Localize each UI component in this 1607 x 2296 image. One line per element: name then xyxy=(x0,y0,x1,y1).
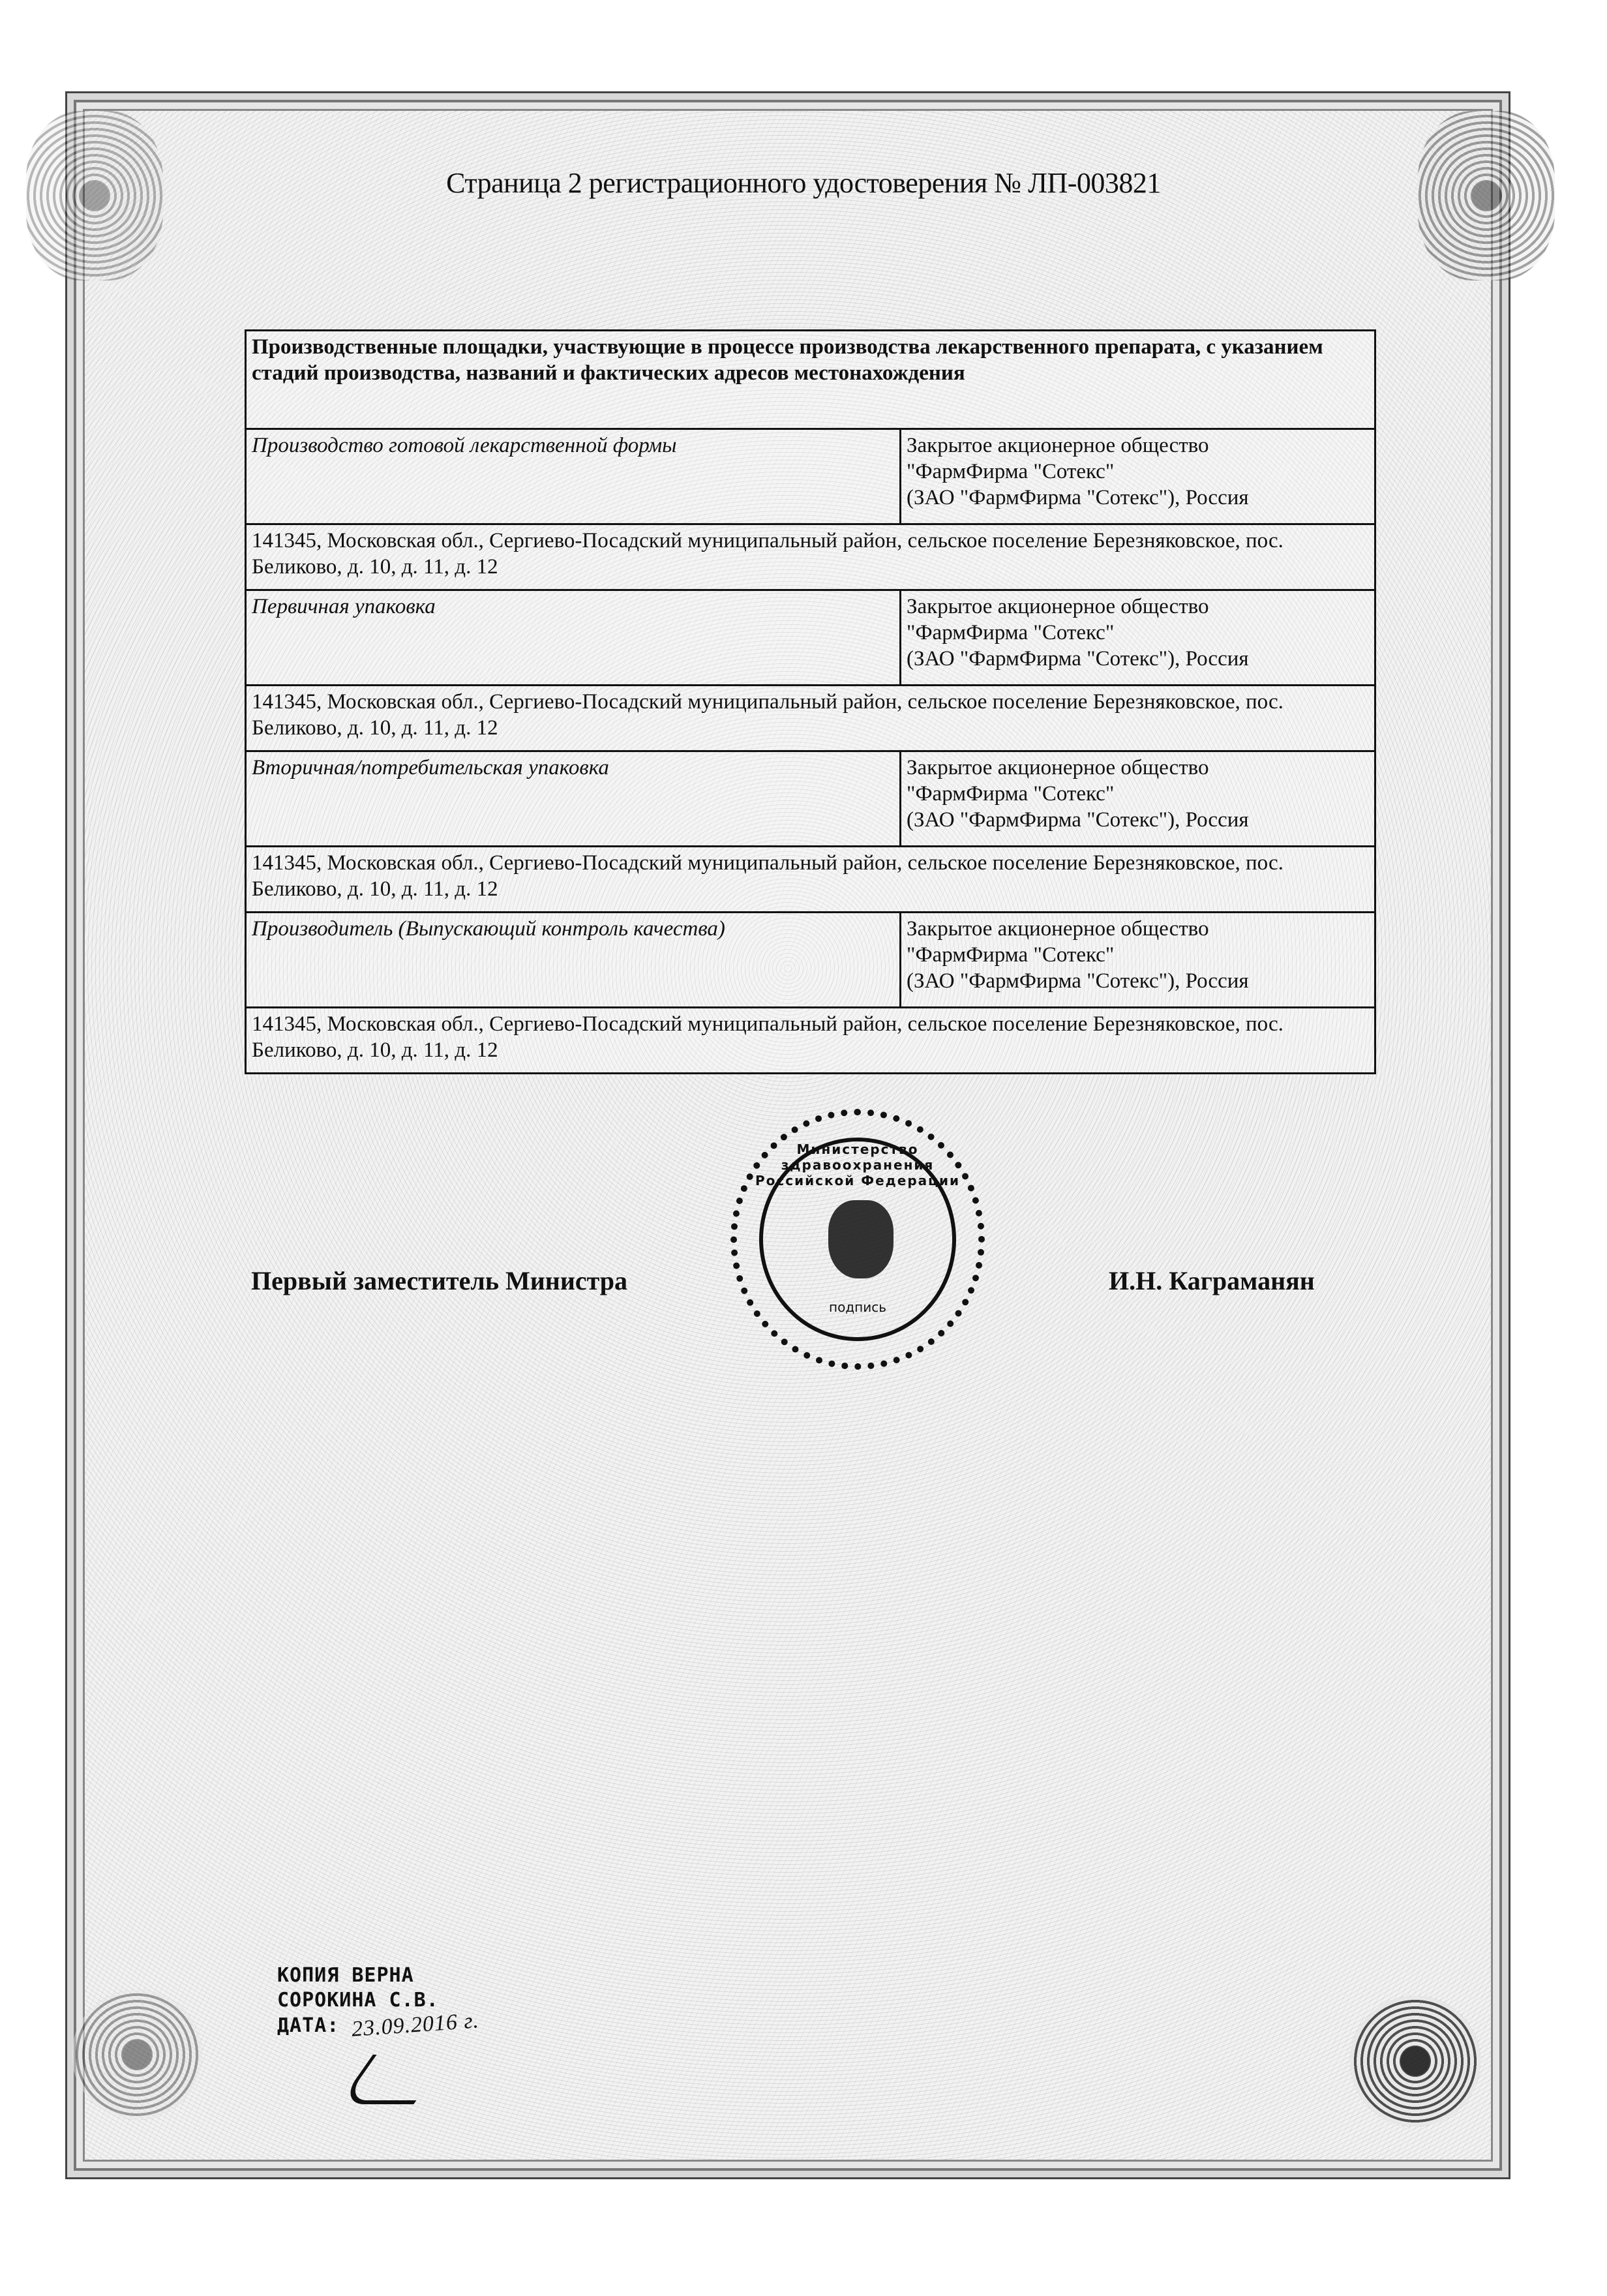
signer-name: И.Н. Каграманян xyxy=(1109,1266,1315,1295)
organization-cell xyxy=(901,751,1375,847)
org-line: (ЗАО "ФармФирма "Сотекс"), Россия xyxy=(907,647,1249,671)
stage-cell: Производитель (Выпускающий контроль качества) xyxy=(246,913,901,1008)
date-value: 23.09.2016 г. xyxy=(351,2008,481,2042)
address-row xyxy=(246,847,1375,913)
address-cell: 141345, Московская обл., Сергиево-Посадский муниципальный район, сельское поселение Березняковское, пос. Беликово, д. 10, д. 11, д. 12 xyxy=(246,524,1375,590)
org-line: "ФармФирма "Сотекс" xyxy=(907,943,1115,967)
address-cell: 141345, Московская обл., Сергиево-Посадский муниципальный район, сельское поселение Березняковское, пос. Беликово, д. 10, д. 11, д. 12 xyxy=(246,1008,1375,1074)
seal-ring-text: Министерство здравоохранения Российской Федерации xyxy=(755,1141,961,1188)
table-row xyxy=(246,590,1375,686)
org-line: (ЗАО "ФармФирма "Сотекс"), Россия xyxy=(907,969,1249,993)
address-row xyxy=(246,524,1375,590)
coat-of-arms-icon xyxy=(828,1200,894,1278)
stage-cell: Производство готовой лекарственной формы xyxy=(246,429,901,524)
organization-cell xyxy=(901,913,1375,1008)
org-line: Закрытое акционерное общество xyxy=(907,595,1209,618)
table-header-row xyxy=(246,331,1375,429)
org-line: Закрытое акционерное общество xyxy=(907,917,1209,941)
copy-stamp-line: КОПИЯ ВЕРНА xyxy=(277,1964,414,1987)
org-line: "ФармФирма "Сотекс" xyxy=(907,782,1115,806)
stage-cell: Вторичная/потребительская упаковка xyxy=(246,751,901,847)
ornament-corner-icon xyxy=(72,1989,202,2120)
address-row xyxy=(246,1008,1375,1074)
production-sites-table xyxy=(245,329,1376,1074)
table-header: Производственные площадки, участвующие в процессе производства лекарственного препарата, с указанием стадий производства, названий и фактических адресов местонахождения xyxy=(246,331,1375,429)
table-row xyxy=(246,913,1375,1008)
org-line: "ФармФирма "Сотекс" xyxy=(907,460,1115,483)
org-line: (ЗАО "ФармФирма "Сотекс"), Россия xyxy=(907,808,1249,832)
address-cell: 141345, Московская обл., Сергиево-Посадский муниципальный район, сельское поселение Березняковское, пос. Беликово, д. 10, д. 11, д. 12 xyxy=(246,686,1375,751)
organization-cell xyxy=(901,590,1375,686)
address-cell: 141345, Московская обл., Сергиево-Посадский муниципальный район, сельское поселение Березняковское, пос. Беликово, д. 10, д. 11, д. 12 xyxy=(246,847,1375,913)
org-line: Закрытое акционерное общество xyxy=(907,756,1209,779)
table-row xyxy=(246,429,1375,524)
table-row xyxy=(246,751,1375,847)
org-line: (ЗАО "ФармФирма "Сотекс"), Россия xyxy=(907,486,1249,509)
certified-copy-stamp xyxy=(277,1963,481,2042)
page-title: Страница 2 регистрационного удостоверения № ЛП-003821 xyxy=(446,167,1161,199)
organization-cell xyxy=(901,429,1375,524)
copy-stamp-date xyxy=(277,2008,481,2042)
seal-inner-text: подпись xyxy=(829,1299,886,1315)
org-line: Закрытое акционерное общество xyxy=(907,434,1209,457)
org-line: "ФармФирма "Сотекс" xyxy=(907,621,1115,644)
signer-position: Первый заместитель Министра xyxy=(251,1266,628,1295)
date-label: ДАТА: xyxy=(277,2014,340,2037)
stage-cell: Первичная упаковка xyxy=(246,590,901,686)
ornament-corner-icon xyxy=(1350,1996,1480,2126)
official-seal xyxy=(730,1109,985,1370)
copy-stamp-line: СОРОКИНА С.В. xyxy=(277,1989,439,2012)
address-row xyxy=(246,686,1375,751)
